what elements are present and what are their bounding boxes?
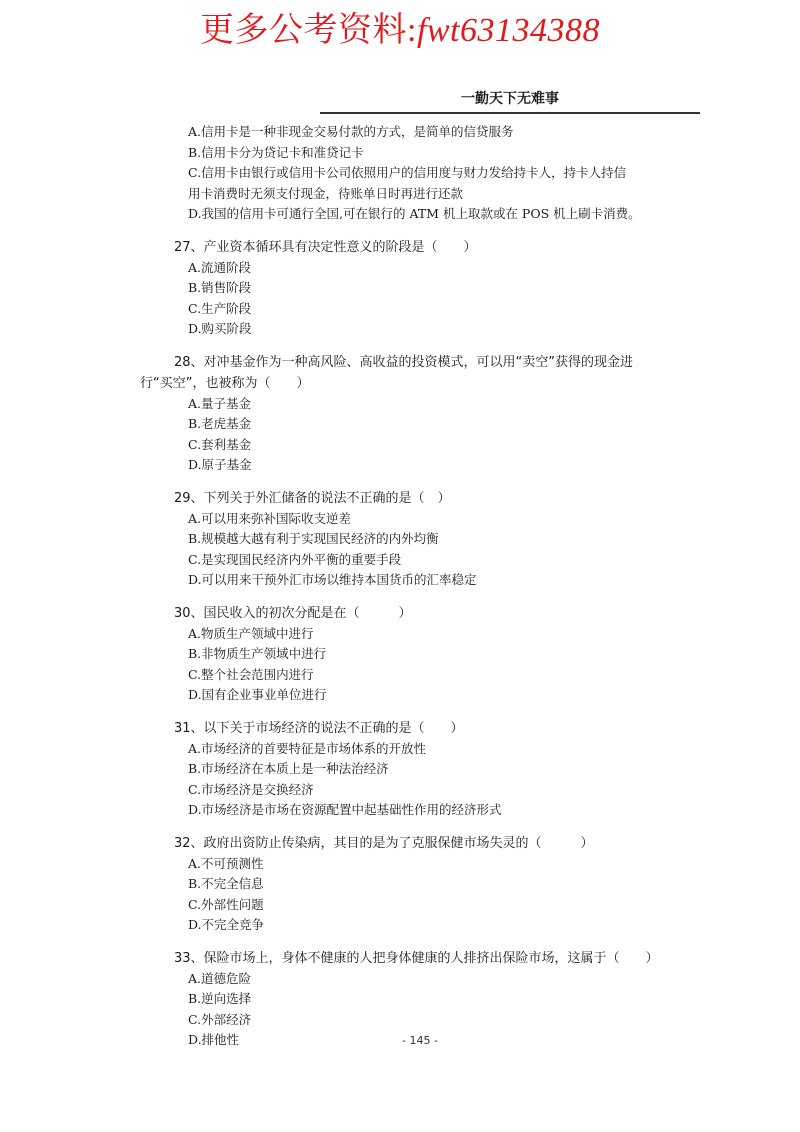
- option: C.外部性问题: [188, 896, 264, 912]
- option: A.道德危险: [188, 970, 252, 986]
- option: B.老虎基金: [188, 416, 252, 431]
- option: C.信用卡由银行或信用卡公司依照用户的信用度与财力发给持卡人，持卡人持信: [188, 165, 627, 180]
- question-32: [166, 833, 706, 936]
- question-text: 33、保险市场上，身体不健康的人把身体健康的人排挤出保险市场，这属于（ ）: [174, 950, 659, 966]
- question-text: 32、政府出资防止传染病，其目的是为了克服保健市场失灵的（ ）: [174, 835, 594, 851]
- question-text: 30、国民收入的初次分配是在（ ）: [174, 605, 412, 621]
- question-text-continuation: 行“买空”，也被称为（ ）: [140, 375, 310, 391]
- option: C.是实现国民经济内外平衡的重要手段: [188, 551, 402, 567]
- option: C.套利基金: [188, 436, 252, 452]
- option: C.市场经济是交换经济: [188, 781, 314, 797]
- option: B.规模越大越有利于实现国民经济的内外均衡: [188, 531, 439, 546]
- banner-prefix: 更多公考资料:: [199, 12, 417, 49]
- option: A.物质生产领域中进行: [188, 625, 314, 641]
- option: A.市场经济的首要特征是市场体系的开放性: [188, 740, 427, 756]
- prev-question-options: [166, 122, 706, 225]
- question-30: [166, 603, 706, 706]
- option: B.销售阶段: [188, 280, 252, 295]
- option: A.可以用来弥补国际收支逆差: [188, 510, 352, 526]
- option: D.国有企业事业单位进行: [188, 687, 327, 702]
- question-28: [140, 352, 706, 476]
- option-continuation: 用卡消费时无须支付现金，待账单日时再进行还款: [188, 185, 464, 201]
- option: D.原子基金: [188, 457, 252, 472]
- document-body: [140, 122, 706, 1051]
- option: A.量子基金: [188, 395, 252, 411]
- option: D.可以用来干预外汇市场以维持本国货币的汇率稳定: [188, 572, 477, 587]
- option: C.外部经济: [188, 1011, 252, 1027]
- option: C.整个社会范围内进行: [188, 666, 314, 682]
- option: D.我国的信用卡可通行全国,可在银行的 ATM 机上取款或在 POS 机上刷卡消费。: [188, 206, 641, 221]
- option: B.市场经济在本质上是一种法治经济: [188, 761, 389, 776]
- question-27: [166, 237, 706, 340]
- option: C.生产阶段: [188, 300, 252, 316]
- question-text: 29、下列关于外汇储备的说法不正确的是（ ）: [174, 490, 451, 506]
- option: A.流通阶段: [188, 259, 252, 275]
- question-31: [166, 718, 706, 821]
- question-text: 27、产业资本循环具有决定性意义的阶段是（ ）: [174, 239, 477, 255]
- page-number: - 145 -: [402, 1034, 438, 1047]
- option: D.不完全竞争: [188, 917, 265, 932]
- question-text: 31、以下关于市场经济的说法不正确的是（ ）: [174, 720, 464, 736]
- option: D.购买阶段: [188, 321, 252, 336]
- option: D.排他性: [188, 1032, 240, 1047]
- question-29: [166, 488, 706, 591]
- option: B.逆向选择: [188, 991, 252, 1006]
- promo-banner: [0, 2, 800, 51]
- option: D.市场经济是市场在资源配置中起基础性作用的经济形式: [188, 802, 502, 817]
- page-header-title: 一勤天下无难事: [461, 91, 559, 107]
- banner-code: fwt63134388: [416, 12, 601, 49]
- option: A.不可预测性: [188, 855, 264, 871]
- option: B.非物质生产领域中进行: [188, 646, 327, 661]
- header-rule: [320, 112, 700, 114]
- question-text: 28、对冲基金作为一种高风险、高收益的投资模式，可以用“卖空”获得的现金进: [174, 354, 634, 370]
- option: B.信用卡分为贷记卡和准贷记卡: [188, 144, 364, 160]
- option: A.信用卡是一种非现金交易付款的方式，是简单的信贷服务: [188, 124, 514, 139]
- option: B.不完全信息: [188, 876, 264, 891]
